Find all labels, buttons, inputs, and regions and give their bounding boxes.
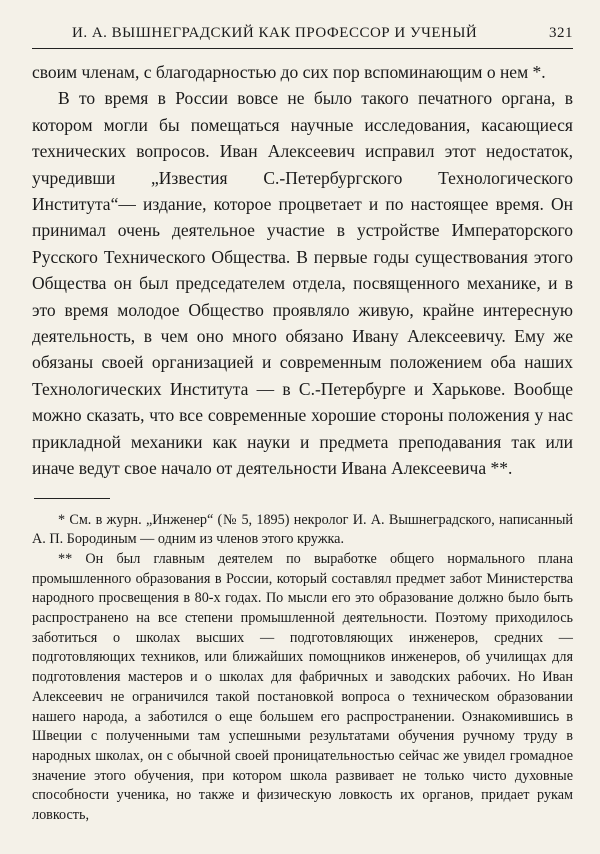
page-number: 321 bbox=[549, 25, 573, 41]
footnotes bbox=[32, 511, 573, 826]
running-title: И. А. ВЫШНЕГРАДСКИЙ КАК ПРОФЕССОР И УЧЕНЫЙ bbox=[72, 25, 478, 41]
footnote-1: * См. в журн. „Инженер“ (№ 5, 1895) некролог И. А. Вышнеградского, написанный А. П. Бородиным — одним из членов этого кружка. bbox=[32, 511, 573, 548]
paragraph: В то время в России вовсе не было такого печатного органа, в котором могли бы помещаться научные исследования, касающиеся технических вопросов. Иван Алексеевич исправил этот недостаток, учредивши „Известия С.-Петербургского Технологического Института“— издание, которое процветает и по настоящее время. Он принимал очень деятельное участие в устройстве Императорского Русского Технического Общества. В первые годы существования этого Общества он был председателем отдела, посвященного механике, и в это время молодое Общество проявляло живую, крайне интересную деятельность, в чем оно много обязано Ивану Алексеевичу. Ему же обязаны своей организацией и современным положением оба наших Технологических Института — в С.-Петербурге и Харькове. Вообще можно сказать, что все современные хорошие стороны положения у нас прикладной механики как науки и предмета преподавания так или иначе ведут свое начало от деятельности Ивана Алексеевича **. bbox=[32, 88, 573, 479]
paragraph-continuation: своим членам, с благодарностью до сих пор вспоминающим о нем *. bbox=[32, 62, 546, 82]
running-head bbox=[32, 22, 573, 44]
header-rule bbox=[32, 48, 573, 49]
body-text bbox=[32, 59, 573, 482]
footnote-2: ** Он был главным деятелем по выработке общего нормального плана промышленного образования в России, который составлял предмет забот Министерства народного просвещения в 80-х годах. По мысли его это образование должно было быть распространено на все степени промышленной деятельности. Поэтому приходилось заботиться о школах высших — подготовляющих инженеров, средних — подготовляющих техников, или ближайших помощников инженеров, об училищах для подготовления мастеров и о школах для фабричных и заводских рабочих. Но Иван Алексеевич не ограничился такой постановкой вопроса о техническом образовании нашего народа, а заботился о еще большем его распространении. Ознакомившись в Швеции с полученными там успешными результатами обучения ручному труду в народных школах, он с обычной своей проницательностью сейчас же увидел громадное значение этого обучения, при котором школа развивает не только чисто духовные способности ученика, но также и физическую ловкость их органов, придает рукам ловкость, bbox=[32, 550, 573, 824]
page bbox=[32, 22, 573, 826]
footnote-rule bbox=[34, 498, 110, 499]
